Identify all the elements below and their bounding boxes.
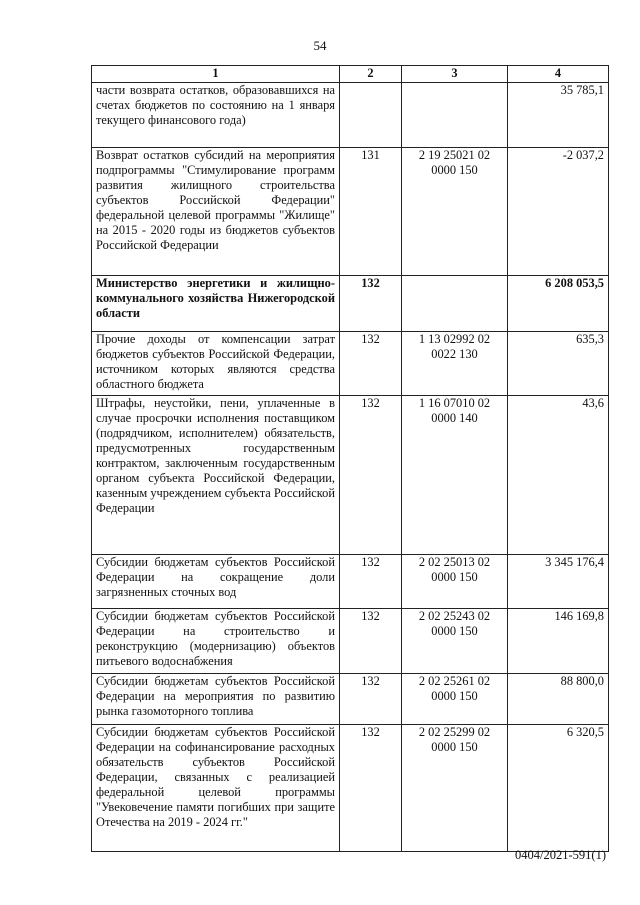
row-amount: 35 785,1: [508, 83, 609, 148]
row-amount: 43,6: [508, 396, 609, 555]
row-admin-code: 132: [340, 609, 402, 674]
row-budget-code: 2 02 25261 02 0000 150: [402, 674, 508, 725]
column-header-admin-code: 2: [340, 66, 402, 83]
row-admin-code: 132: [340, 332, 402, 396]
row-admin-code: 132: [340, 555, 402, 609]
row-amount: 3 345 176,4: [508, 555, 609, 609]
table-row: [92, 674, 609, 725]
row-budget-code: 2 02 25013 02 0000 150: [402, 555, 508, 609]
row-description: Министерство энергетики и жилищно-коммунального хозяйства Нижегородской области: [92, 276, 340, 332]
row-budget-code: 2 19 25021 02 0000 150: [402, 148, 508, 276]
table-row: [92, 725, 609, 852]
row-budget-code: 2 02 25299 02 0000 150: [402, 725, 508, 852]
table-row: [92, 83, 609, 148]
row-admin-code: 131: [340, 148, 402, 276]
row-amount: 146 169,8: [508, 609, 609, 674]
row-budget-code: [402, 276, 508, 332]
document-reference: 0404/2021-591(1): [515, 848, 606, 862]
table-row: [92, 276, 609, 332]
table-header-row: [92, 66, 609, 83]
row-admin-code: 132: [340, 276, 402, 332]
revenue-table: [91, 65, 609, 852]
row-admin-code: [340, 83, 402, 148]
row-budget-code: 2 02 25243 02 0000 150: [402, 609, 508, 674]
table-row: [92, 332, 609, 396]
row-amount: 635,3: [508, 332, 609, 396]
column-header-amount: 4: [508, 66, 609, 83]
table-row: [92, 396, 609, 555]
row-budget-code: 1 16 07010 02 0000 140: [402, 396, 508, 555]
row-description: Штрафы, неустойки, пени, уплаченные в случае просрочки исполнения поставщиком (подрядчиком, исполнителем) обязательств, предусмотренных государственным контрактом, заключенным государственным органом субъекта Российской Федерации, казенным учреждением субъекта Российской Федерации: [92, 396, 340, 555]
row-description: Прочие доходы от компенсации затрат бюджетов субъектов Российской Федерации, источником которых являются средства областного бюджета: [92, 332, 340, 396]
column-header-description: 1: [92, 66, 340, 83]
row-admin-code: 132: [340, 725, 402, 852]
column-header-budget-code: 3: [402, 66, 508, 83]
row-admin-code: 132: [340, 674, 402, 725]
row-description: Субсидии бюджетам субъектов Российской Федерации на сокращение доли загрязненных сточных вод: [92, 555, 340, 609]
row-amount: 6 320,5: [508, 725, 609, 852]
row-description: Субсидии бюджетам субъектов Российской Федерации на мероприятия по развитию рынка газомоторного топлива: [92, 674, 340, 725]
row-admin-code: 132: [340, 396, 402, 555]
table-row: [92, 555, 609, 609]
row-description: Субсидии бюджетам субъектов Российской Федерации на софинансирование расходных обязательств субъектов Российской Федерации, связанных с реализацией федеральной целевой программы "Увековечение памяти погибших при защите Отечества на 2019 - 2024 гг.": [92, 725, 340, 852]
row-budget-code: [402, 83, 508, 148]
page-number: 54: [313, 38, 327, 53]
row-amount: 6 208 053,5: [508, 276, 609, 332]
table-row: [92, 609, 609, 674]
row-budget-code: 1 13 02992 02 0022 130: [402, 332, 508, 396]
row-amount: 88 800,0: [508, 674, 609, 725]
row-description: части возврата остатков, образовавшихся на счетах бюджетов по состоянию на 1 января текущего финансового года): [92, 83, 340, 148]
table-row: [92, 148, 609, 276]
row-amount: -2 037,2: [508, 148, 609, 276]
row-description: Возврат остатков субсидий на мероприятия подпрограммы "Стимулирование программ развития жилищного строительства субъектов Российской Федерации" федеральной целевой программы "Жилище" на 2015 - 2020 годы из бюджетов субъектов Российской Федерации: [92, 148, 340, 276]
row-description: Субсидии бюджетам субъектов Российской Федерации на строительство и реконструкцию (модернизацию) объектов питьевого водоснабжения: [92, 609, 340, 674]
